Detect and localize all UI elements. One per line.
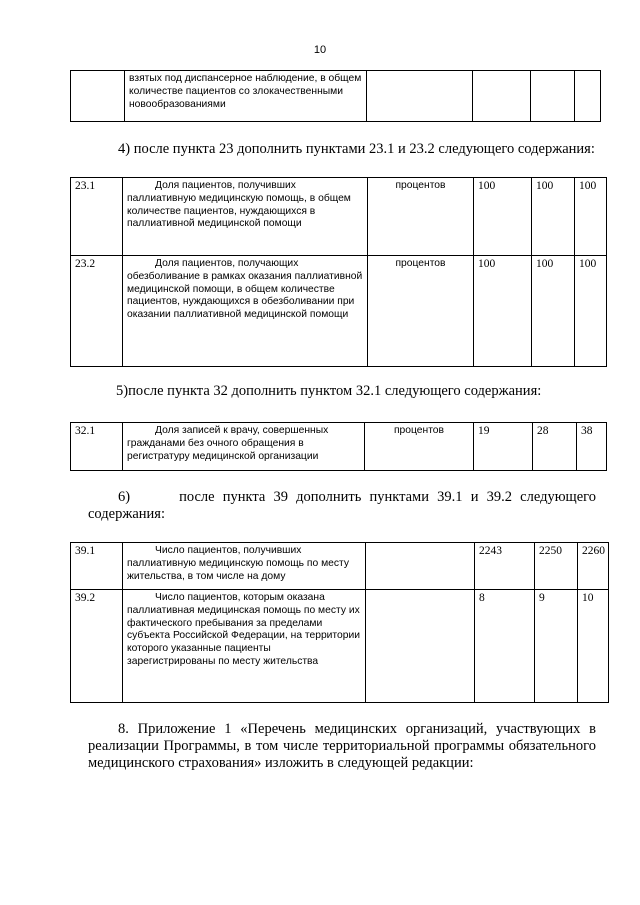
table-row bbox=[71, 71, 601, 122]
page-number: 10 bbox=[313, 44, 327, 56]
table-row bbox=[71, 590, 609, 703]
value-cell-2: 28 bbox=[533, 423, 577, 471]
table-39 bbox=[70, 542, 609, 703]
row-number bbox=[71, 71, 125, 122]
value-cell-3: 2260 bbox=[578, 543, 609, 590]
paragraph-4: 4) после пункта 23 дополнить пунктами 23.1 и 23.2 следующего содержания: bbox=[118, 141, 595, 157]
indicator-name: Число пациентов, получивших паллиативную медицинскую помощь по месту жительства, в том числе на дому bbox=[123, 543, 366, 590]
value-cell-2 bbox=[531, 71, 575, 122]
value-cell-1: 100 bbox=[474, 256, 532, 367]
row-number: 39.2 bbox=[71, 590, 123, 703]
row-number: 39.1 bbox=[71, 543, 123, 590]
unit-cell: процентов bbox=[368, 256, 474, 367]
table-row bbox=[71, 256, 607, 367]
table-top bbox=[70, 70, 601, 122]
value-cell-1: 8 bbox=[475, 590, 535, 703]
table-32 bbox=[70, 422, 607, 471]
value-cell-2: 100 bbox=[532, 256, 575, 367]
indicator-name: Доля пациентов, получивших паллиативную медицинскую помощь, в общем количестве пациентов, нуждающихся в паллиативной медицинской помощи bbox=[123, 178, 368, 256]
paragraph-5: 5)после пункта 32 дополнить пунктом 32.1 следующего содержания: bbox=[116, 383, 542, 399]
indicator-name: Доля записей к врачу, совершенных гражданами без очного обращения в регистратуру медицинской организации bbox=[123, 423, 365, 471]
table-row bbox=[71, 423, 607, 471]
unit-cell bbox=[366, 543, 475, 590]
indicator-name: Число пациентов, которым оказана паллиативная медицинская помощь по месту их фактического пребывания за пределами субъекта Российской Федерации, на территории которого указанные пациенты зарегистрированы по месту жительства bbox=[123, 590, 366, 703]
value-cell-1: 100 bbox=[474, 178, 532, 256]
value-cell-3: 38 bbox=[577, 423, 607, 471]
unit-cell: процентов bbox=[365, 423, 474, 471]
paragraph-8: 8. Приложение 1 «Перечень медицинских организаций, участвующих в реализации Программы, в том числе территориальной программы обязательного медицинского страхования» изложить в следующей редакции: bbox=[88, 721, 596, 771]
value-cell-2: 2250 bbox=[535, 543, 578, 590]
value-cell-2: 100 bbox=[532, 178, 575, 256]
unit-cell bbox=[366, 590, 475, 703]
value-cell-1: 19 bbox=[474, 423, 533, 471]
value-cell-3: 100 bbox=[575, 256, 607, 367]
row-number: 32.1 bbox=[71, 423, 123, 471]
value-cell-3 bbox=[575, 71, 601, 122]
value-cell-1 bbox=[473, 71, 531, 122]
value-cell-3: 100 bbox=[575, 178, 607, 256]
indicator-name: взятых под диспансерное наблюдение, в общем количестве пациентов со злокачественными новообразованиями bbox=[125, 71, 367, 122]
unit-cell bbox=[367, 71, 473, 122]
unit-cell: процентов bbox=[368, 178, 474, 256]
indicator-name: Доля пациентов, получающих обезболивание в рамках оказания паллиативной медицинской помощи, в общем количестве пациентов, нуждающихся в обезболивании при оказании паллиативной медицинской помощи bbox=[123, 256, 368, 367]
table-23 bbox=[70, 177, 607, 367]
row-number: 23.1 bbox=[71, 178, 123, 256]
value-cell-2: 9 bbox=[535, 590, 578, 703]
table-row bbox=[71, 178, 607, 256]
row-number: 23.2 bbox=[71, 256, 123, 367]
value-cell-3: 10 bbox=[578, 590, 609, 703]
paragraph-6: 6) после пункта 39 дополнить пунктами 39.1 и 39.2 следующего содержания: bbox=[88, 489, 600, 522]
table-row bbox=[71, 543, 609, 590]
value-cell-1: 2243 bbox=[475, 543, 535, 590]
